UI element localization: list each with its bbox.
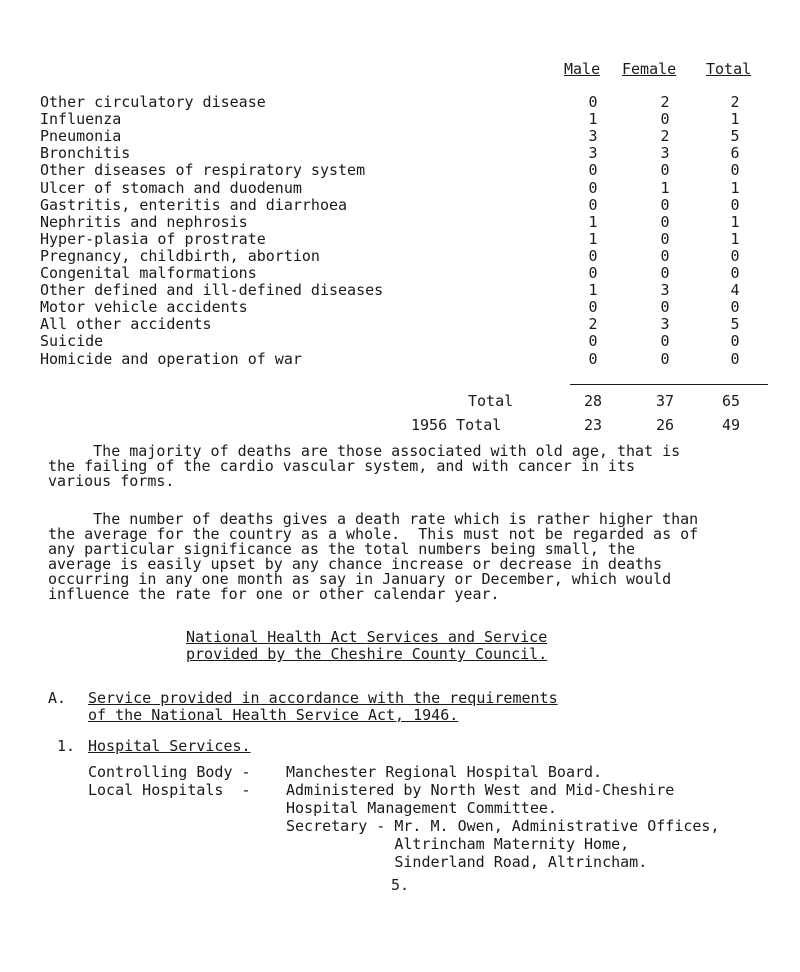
male-count: 0 [588,298,598,317]
female-count: 0 [660,110,670,129]
female-count: 0 [660,298,670,317]
table-row [0,247,800,264]
table-row [0,350,800,367]
female-count: 0 [660,229,670,248]
item1-marker: 1. [57,737,76,755]
total-count: 0 [730,349,740,368]
cause-label: Congenital malformations [40,264,257,282]
section-title-line1: National Health Act Services and Service [186,628,548,646]
table-row [0,93,800,110]
total-count: 1 [730,110,740,129]
total-count: 2 [730,93,740,111]
cause-label: Pneumonia [40,127,122,146]
cause-label: Homicide and operation of war [40,349,302,368]
female-count: 0 [660,349,670,368]
table-row [0,298,800,315]
section-title-line2: provided by the Cheshire County Council. [186,645,548,663]
paragraph-majority: The majority of deaths are those associated with old age, that is the failing of the cardio vascular system, and with cancer in its various forms. [48,442,681,490]
cause-label: Other circulatory disease [40,93,266,111]
male-count: 2 [588,315,598,334]
male-count: 0 [588,264,598,282]
table-row [0,161,800,178]
table-row [0,196,800,213]
male-count: 0 [588,332,598,351]
totals-row [0,392,800,409]
cause-label: Influenza [40,110,122,129]
male-count: 0 [588,246,598,265]
total-count: 0 [730,264,740,282]
total-count: 5 [730,315,740,334]
male-count: 3 [588,144,598,163]
male-count: 1 [588,110,598,129]
totals-1956-female: 26 [655,416,675,434]
totals-rule [570,384,768,385]
female-count: 0 [660,161,670,180]
sub-a-line2: of the National Health Service Act, 1946. [88,706,459,724]
table-row [0,230,800,247]
header-total: Total [706,60,752,78]
male-count: 1 [588,281,598,300]
header-female: Female [622,60,677,78]
totals-male: 28 [583,392,603,410]
cause-label: Bronchitis [40,144,131,163]
female-count: 0 [660,246,670,265]
table-row [0,281,800,298]
total-count: 0 [730,246,740,265]
total-count: 0 [730,161,740,180]
totals-1956-male: 23 [583,416,603,434]
cause-label: Ulcer of stomach and duodenum [40,178,302,197]
cause-label: Other diseases of respiratory system [40,161,366,180]
female-count: 2 [660,127,670,146]
table-row [0,315,800,332]
female-count: 0 [660,264,670,282]
male-count: 1 [588,229,598,248]
controlling-body-value: Manchester Regional Hospital Board. [286,763,603,781]
local-hospitals-label: Local Hospitals - [88,781,251,799]
cause-label: Other defined and ill-defined diseases [40,281,384,300]
local-hospitals-value-2: Hospital Management Committee. [286,799,557,817]
sub-a-line1: Service provided in accordance with the requirements [88,689,558,707]
cause-label: Motor vehicle accidents [40,298,248,317]
total-count: 1 [730,229,740,248]
female-count: 3 [660,315,670,334]
female-count: 2 [660,93,670,111]
table-row [0,332,800,349]
secretary-line-3: Sinderland Road, Altrincham. [286,853,648,871]
male-count: 3 [588,127,598,146]
female-count: 0 [660,195,670,214]
cause-label: Pregnancy, childbirth, abortion [40,246,320,265]
page-number: 5. [391,876,410,894]
item1-title: Hospital Services. [88,737,251,755]
totals-1956-total: 49 [721,416,741,434]
male-count: 0 [588,93,598,111]
cause-label: Gastritis, enteritis and diarrhoea [40,195,348,214]
totals-1956-label: 1956 Total [411,416,502,434]
totals-total: 65 [721,392,741,410]
table-row [0,213,800,230]
table-row [0,264,800,281]
totals-female: 37 [655,392,675,410]
female-count: 0 [660,212,670,231]
totals-label: Total [468,392,514,410]
female-count: 3 [660,281,670,300]
secretary-line-1: Secretary - Mr. M. Owen, Administrative Offices, [286,817,720,835]
controlling-body-label: Controlling Body - [88,763,251,781]
local-hospitals-value-1: Administered by North West and Mid-Cheshire [286,781,675,799]
total-count: 5 [730,127,740,146]
table-row [0,144,800,161]
total-count: 1 [730,178,740,197]
total-count: 0 [730,332,740,351]
female-count: 0 [660,332,670,351]
secretary-line-2: Altrincham Maternity Home, [286,835,630,853]
total-count: 0 [730,298,740,317]
header-male: Male [564,60,601,78]
female-count: 1 [660,178,670,197]
table-row [0,127,800,144]
total-count: 1 [730,212,740,231]
sub-a-marker: A. [48,689,67,707]
total-count: 0 [730,195,740,214]
table-row [0,179,800,196]
male-count: 0 [588,349,598,368]
male-count: 0 [588,161,598,180]
male-count: 0 [588,178,598,197]
cause-label: Hyper-plasia of prostrate [40,229,266,248]
female-count: 3 [660,144,670,163]
cause-label: Nephritis and nephrosis [40,212,248,231]
table-row [0,110,800,127]
paragraph-death-rate: The number of deaths gives a death rate which is rather higher than the average for the country as a whole. This must not be regarded as of any particular significance as the total numbers being small, the average is easily upset by any chance increase or decrease in deaths occurring in any one month as say in January or December, which would influence the rate for one or other calendar year. [48,510,699,603]
male-count: 0 [588,195,598,214]
totals-1956-row [0,416,800,433]
male-count: 1 [588,212,598,231]
total-count: 6 [730,144,740,163]
cause-label: Suicide [40,332,104,351]
cause-label: All other accidents [40,315,212,334]
total-count: 4 [730,281,740,300]
